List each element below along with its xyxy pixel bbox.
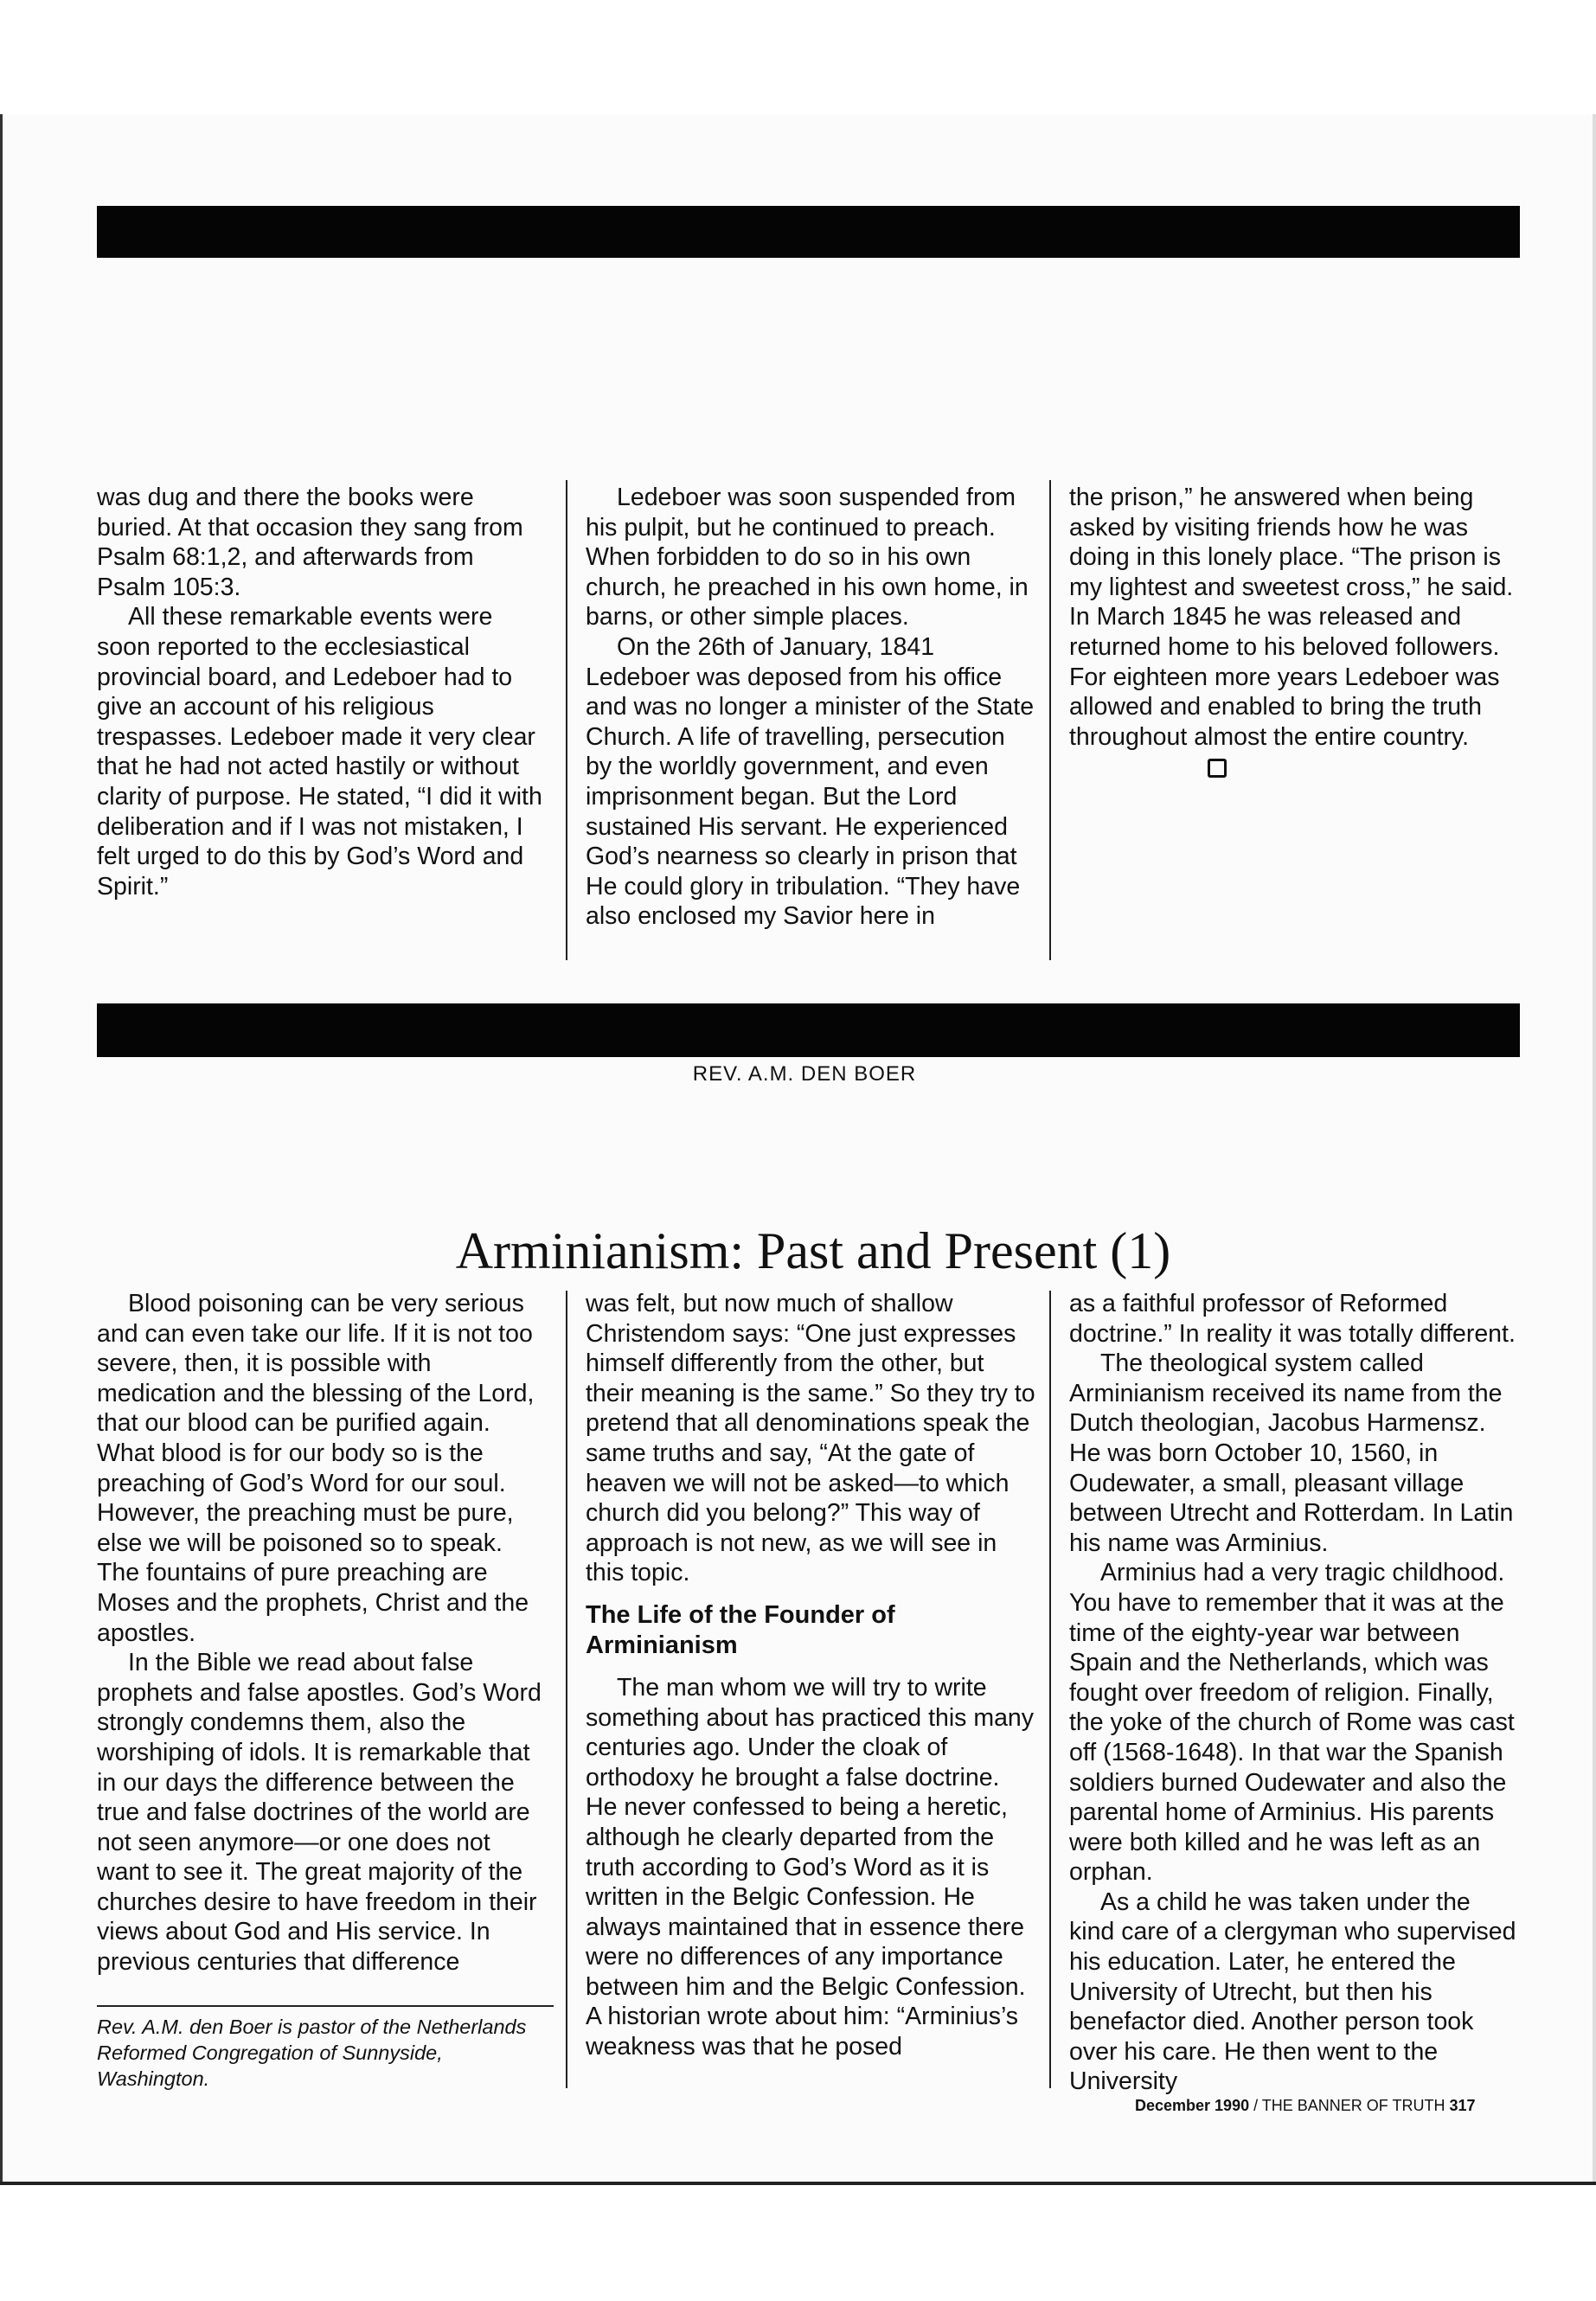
page-number: 317 <box>1449 2097 1476 2114</box>
footnote-divider <box>97 2005 554 2007</box>
paragraph: The theological system called Arminianism received its name from the Dutch theologian, Jacobus Harmensz. He was born October 10, 1560, in Oudewater, a small, pleasant village between Utrecht and Rotterdam. In Latin his name was Arminius. <box>1069 1349 1514 1557</box>
article-column-2 <box>586 1289 1035 2062</box>
left-edge-line <box>0 114 3 2182</box>
top-black-banner <box>97 206 1520 258</box>
paragraph: was felt, but now much of shallow Christendom says: “One just expresses himself differently from the other, but their meaning is the same.” So they try to pretend that all denominations speak the same truths and say, “At the gate of heaven we will not be asked—to which church did you belong?” This way of approach is not new, as we will see in this topic. <box>586 1290 1035 1587</box>
top-article-column-1 <box>97 483 548 901</box>
page-footer <box>1135 2095 1516 2116</box>
footer-separator: / <box>1249 2097 1262 2114</box>
top-article-column-2 <box>586 483 1035 932</box>
paragraph: as a faithful professor of Reformed doctrine.” In reality it was totally different. <box>1069 1290 1516 1348</box>
right-edge-shadow <box>1593 114 1596 2182</box>
column-divider <box>1049 480 1051 960</box>
column-divider <box>1049 1291 1051 2088</box>
footer-date: December 1990 <box>1135 2097 1250 2114</box>
article-title: Arminianism: Past and Present (1) <box>455 1222 1171 1279</box>
end-of-article-box-icon <box>1208 759 1227 778</box>
page-bottom-edge <box>0 2182 1596 2185</box>
footer-publication: THE BANNER OF TRUTH <box>1261 2097 1445 2114</box>
article-byline: REV. A.M. DEN BOER <box>692 1062 917 1086</box>
paragraph: As a child he was taken under the kind care of a clergyman who supervised his education. Later, he entered the University of Utrecht, but then his benefactor died. Another person took over his care. He then went to the University <box>1069 1888 1516 2096</box>
article-column-1 <box>97 1289 548 1977</box>
paragraph <box>1069 483 1519 782</box>
top-article-column-3 <box>1069 483 1519 782</box>
section-black-banner <box>97 1003 1520 1057</box>
column-divider <box>566 1291 567 2088</box>
paragraph: Blood poisoning can be very serious and can even take our life. If it is not too severe, then, it is possible with medication and the blessing of the Lord, that our blood can be purified again. What blood is for our body so is the preaching of God’s Word for our soul. However, the preaching must be pure, else we will be poisoned so to speak. The fountains of pure preaching are Moses and the prophets, Christ and the apostles. <box>97 1290 535 1647</box>
paragraph: Arminius had a very tragic childhood. You have to remember that it was at the time of the eighty-year war between Spain and the Netherlands, which was fought over freedom of religion. Finally, the yoke of the church of Rome was cast off (1568-1648). In that war the Spanish soldiers burned Oudewater and also the parental home of Arminius. His parents were both killed and he was left as an orphan. <box>1069 1559 1515 1887</box>
author-footnote: Rev. A.M. den Boer is pastor of the Netherlands Reformed Congregation of Sunnyside, Washington. <box>97 2016 527 2090</box>
column-divider <box>566 480 567 960</box>
paragraph: Ledeboer was soon suspended from his pulpit, but he continued to preach. When forbidden to do so in his own church, he preached in his own home, in barns, or other simple places. <box>586 484 1029 631</box>
paragraph: On the 26th of January, 1841 Ledeboer was deposed from his office and was no longer a minister of the State Church. A life of travelling, persecution by the worldly government, and even imprisonment began. But the Lord sustained His servant. He experienced God’s nearness so clearly in prison that He could glory in tribulation. “They have also enclosed my Savior here in <box>586 632 1035 931</box>
paragraph: In the Bible we read about false prophets and false apostles. God’s Word strongly condemns them, also the worshiping of idols. It is remarkable that in our days the difference between the true and false doctrines of the world are not seen anymore—or one does not want to see it. The great majority of the churches desire to have freedom in their views about God and His service. In previous centuries that difference <box>97 1649 542 1977</box>
section-subheading: The Life of the Founder of Arminianism <box>586 1600 895 1659</box>
paragraph-text: the prison,” he answered when being asked by visiting friends how he was doing in this lonely place. “The prison is my lightest and sweetest cross,” he said. In March 1845 he was released and returned home to his beloved followers. For eighteen more years Ledeboer was allowed and enabled to bring the truth throughout almost the entire country. <box>1069 484 1514 751</box>
paragraph: The man whom we will try to write something about has practiced this many centuries ago. Under the cloak of orthodoxy he brought a false doctrine. He never confessed to being a heretic, although he clearly departed from the truth according to God’s Word as it is written in the Belgic Confession. He always maintained that in essence there were no differences of any importance between him and the Belgic Confession. A historian wrote about him: “Arminius’s weakness was that he posed <box>586 1673 1035 2061</box>
paragraph: All these remarkable events were soon reported to the ecclesiastical provincial board, and Ledeboer had to give an account of his religious trespasses. Ledeboer made it very clear that he had not acted hastily or without clarity of purpose. He stated, “I did it with deliberation and if I was not mistaken, I felt urged to do this by God’s Word and Spirit.” <box>97 603 542 901</box>
paragraph: was dug and there the books were buried. At that occasion they sang from Psalm 68:1,2, and afterwards from Psalm 105:3. <box>97 484 523 601</box>
article-column-3 <box>1069 1289 1519 2097</box>
